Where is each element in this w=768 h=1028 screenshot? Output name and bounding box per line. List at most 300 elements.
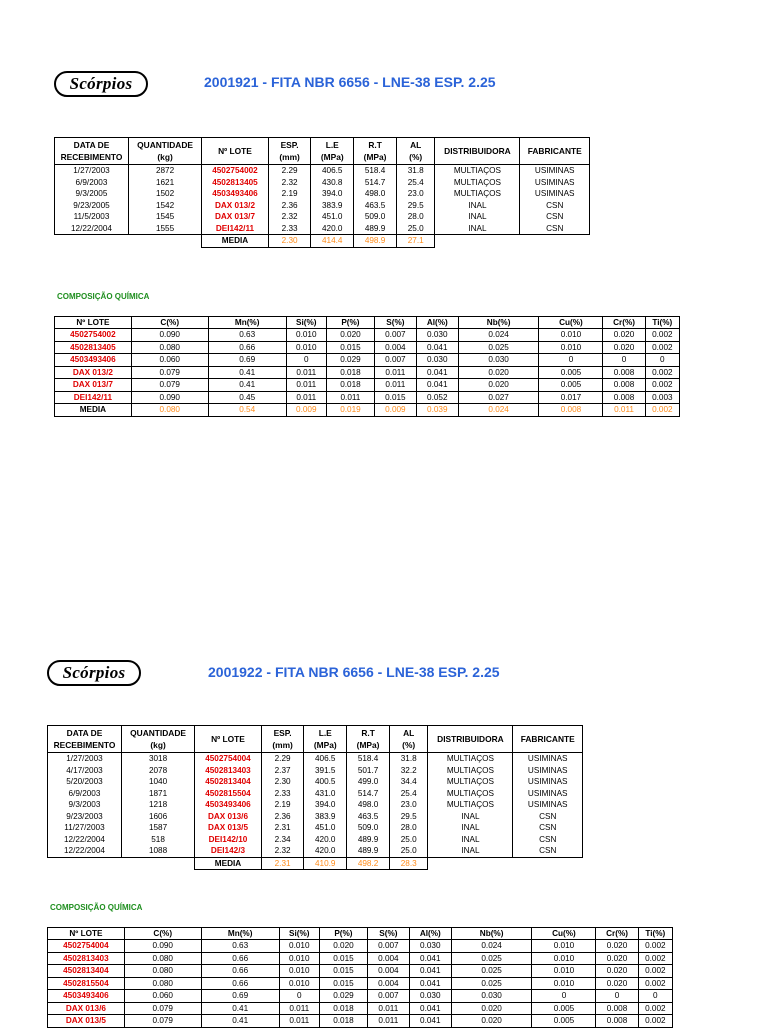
table-cell: 0.020 <box>319 940 367 953</box>
table-cell: 0.024 <box>451 940 532 953</box>
table-cell: 391.5 <box>304 765 347 777</box>
column-header: L.E (MPa) <box>311 138 354 165</box>
table-cell: CSN <box>513 834 583 846</box>
table-cell: 6/9/2003 <box>48 788 122 800</box>
table-cell: 23.0 <box>389 799 427 811</box>
average-value: 28.3 <box>389 857 427 870</box>
table-cell: 0.002 <box>645 341 679 354</box>
table-cell: INAL <box>435 223 520 235</box>
lot-number: 4502813403 <box>195 765 262 777</box>
table-cell: 0.005 <box>532 1015 596 1028</box>
table-cell: 5/20/2003 <box>48 776 122 788</box>
table-cell: 518.4 <box>347 753 390 765</box>
column-header: Si(%) <box>286 317 326 329</box>
chemical-composition-table <box>47 927 673 1028</box>
table-cell: 0.005 <box>539 379 603 392</box>
lot-number: 4502813404 <box>48 965 125 978</box>
average-value: 0.039 <box>416 404 458 417</box>
table-cell: 0.011 <box>286 391 326 404</box>
table-cell: 0.020 <box>458 366 539 379</box>
table-cell: 0.011 <box>374 379 416 392</box>
column-header: R.T (MPa) <box>347 726 390 753</box>
column-header: ESP. (mm) <box>268 138 311 165</box>
table-cell: 0.011 <box>326 391 374 404</box>
table-cell: 0.007 <box>367 940 409 953</box>
table-cell: 0.011 <box>374 366 416 379</box>
table-cell: 0.041 <box>409 977 451 990</box>
column-header: Si(%) <box>279 928 319 940</box>
column-header: Cu(%) <box>532 928 596 940</box>
section-title: 2001921 - FITA NBR 6656 - LNE-38 ESP. 2.25 <box>204 74 496 90</box>
column-header: FABRICANTE <box>513 726 583 753</box>
table-cell: 489.9 <box>347 834 390 846</box>
lot-number: 4503493406 <box>195 799 262 811</box>
table-cell: 1621 <box>128 177 201 189</box>
column-header: FABRICANTE <box>520 138 590 165</box>
table-cell: 25.4 <box>396 177 434 189</box>
scorpios-logo <box>47 660 141 686</box>
table-cell: 498.0 <box>347 799 390 811</box>
table-cell: 0.010 <box>532 952 596 965</box>
table-cell: 2.29 <box>268 165 311 177</box>
table-cell: INAL <box>428 834 513 846</box>
table-cell: 0.010 <box>279 977 319 990</box>
table-cell: 0.007 <box>374 329 416 342</box>
table-row <box>55 165 590 177</box>
lot-number: DAX 013/7 <box>202 211 269 223</box>
lot-number: 4502813405 <box>202 177 269 189</box>
table-cell: 0.63 <box>201 940 279 953</box>
table-cell: 0.011 <box>367 1002 409 1015</box>
table-cell: 0.029 <box>319 990 367 1003</box>
table-row <box>48 811 583 823</box>
table-cell: 0.020 <box>326 329 374 342</box>
table-cell: 2.36 <box>261 811 304 823</box>
table-cell: 498.0 <box>354 188 397 200</box>
table-cell: 514.7 <box>347 788 390 800</box>
table-cell: 3018 <box>121 753 194 765</box>
table-cell: 1/27/2003 <box>55 165 129 177</box>
table-cell: MULTIAÇOS <box>428 753 513 765</box>
table-cell: 28.0 <box>389 822 427 834</box>
table-cell: 1218 <box>121 799 194 811</box>
average-row <box>55 235 590 248</box>
table-cell: MULTIAÇOS <box>428 776 513 788</box>
table-cell: 451.0 <box>311 211 354 223</box>
table-cell: 0.004 <box>374 341 416 354</box>
empty-cell <box>520 235 590 248</box>
table-cell: 1088 <box>121 845 194 857</box>
column-header: DISTRIBUIDORA <box>428 726 513 753</box>
table-cell: 0.025 <box>451 952 532 965</box>
table-cell: 0.010 <box>286 341 326 354</box>
table-cell: 0.002 <box>645 379 679 392</box>
table-cell: 2872 <box>128 165 201 177</box>
table-cell: 0 <box>286 354 326 367</box>
table-cell: CSN <box>520 200 590 212</box>
average-value: 2.31 <box>261 857 304 870</box>
lot-number: 4502754002 <box>202 165 269 177</box>
table-cell: 9/3/2003 <box>48 799 122 811</box>
table-cell: MULTIAÇOS <box>428 788 513 800</box>
column-header: Ti(%) <box>638 928 672 940</box>
table-cell: 2.33 <box>268 223 311 235</box>
table-cell: USIMINAS <box>513 788 583 800</box>
table-cell: 451.0 <box>304 822 347 834</box>
column-header: Al(%) <box>416 317 458 329</box>
empty-cell <box>428 857 513 870</box>
lot-number: DAX 013/6 <box>195 811 262 823</box>
table-row <box>48 1015 673 1028</box>
column-header: Mn(%) <box>201 928 279 940</box>
lot-number: 4502815504 <box>48 977 125 990</box>
column-header: R.T (MPa) <box>354 138 397 165</box>
table-row <box>48 990 673 1003</box>
table-cell: 0.020 <box>603 341 645 354</box>
column-header: DATA DE RECEBIMENTO <box>55 138 129 165</box>
table-cell: 0.030 <box>409 990 451 1003</box>
table-cell: INAL <box>435 211 520 223</box>
table-row <box>55 211 590 223</box>
table-cell: 0.025 <box>458 341 539 354</box>
table-cell: 0.017 <box>539 391 603 404</box>
lot-number: DAX 013/5 <box>48 1015 125 1028</box>
table-cell: 420.0 <box>304 845 347 857</box>
table-cell: 0.008 <box>603 366 645 379</box>
table-cell: CSN <box>520 223 590 235</box>
table-cell: 23.0 <box>396 188 434 200</box>
table-cell: 394.0 <box>304 799 347 811</box>
table-row <box>48 1002 673 1015</box>
column-header: Nº LOTE <box>55 317 132 329</box>
table-cell: 0.020 <box>458 379 539 392</box>
table-cell: 0 <box>532 990 596 1003</box>
table-cell: 0.007 <box>374 354 416 367</box>
table-cell: 0.66 <box>208 341 286 354</box>
chemical-composition-table <box>54 316 680 417</box>
table-cell: 0.002 <box>638 1015 672 1028</box>
table-cell: 1542 <box>128 200 201 212</box>
table-cell: 0.025 <box>451 977 532 990</box>
table-cell: 420.0 <box>311 223 354 235</box>
lot-number: 4503493406 <box>202 188 269 200</box>
table-cell: 0.41 <box>208 379 286 392</box>
average-value: 0.011 <box>603 404 645 417</box>
column-header: P(%) <box>326 317 374 329</box>
table-cell: 0.010 <box>539 341 603 354</box>
lot-number: 4502813405 <box>55 341 132 354</box>
table-cell: CSN <box>513 845 583 857</box>
lot-number: 4502813403 <box>48 952 125 965</box>
table-cell: USIMINAS <box>513 753 583 765</box>
table-cell: 2.32 <box>268 211 311 223</box>
empty-cell <box>513 857 583 870</box>
table-cell: 0.041 <box>416 341 458 354</box>
table-row <box>48 776 583 788</box>
table-cell: 0.004 <box>367 977 409 990</box>
table-cell: 0 <box>638 990 672 1003</box>
table-cell: 1502 <box>128 188 201 200</box>
table-cell: 0.030 <box>409 940 451 953</box>
lot-number: DEI142/11 <box>202 223 269 235</box>
table-cell: 0.008 <box>603 391 645 404</box>
table-cell: 0.018 <box>326 366 374 379</box>
table-cell: MULTIAÇOS <box>428 765 513 777</box>
table-cell: 0.015 <box>319 965 367 978</box>
table-cell: 430.8 <box>311 177 354 189</box>
table-cell: 9/23/2005 <box>55 200 129 212</box>
table-cell: 509.0 <box>354 211 397 223</box>
table-cell: 0.080 <box>124 952 201 965</box>
table-cell: USIMINAS <box>520 188 590 200</box>
table-cell: 0.029 <box>326 354 374 367</box>
table-cell: 0.080 <box>131 341 208 354</box>
empty-cell <box>435 235 520 248</box>
table-cell: 0.010 <box>539 329 603 342</box>
column-header: AL (%) <box>396 138 434 165</box>
table-cell: 0.015 <box>319 977 367 990</box>
table-row <box>48 977 673 990</box>
brand-text: Scórpios <box>69 74 133 93</box>
average-label: MEDIA <box>202 235 269 248</box>
lot-number: DAX 013/2 <box>202 200 269 212</box>
table-cell: 0.025 <box>451 965 532 978</box>
table-cell: 0.024 <box>458 329 539 342</box>
table-cell: USIMINAS <box>513 765 583 777</box>
table-cell: MULTIAÇOS <box>435 188 520 200</box>
receipts-table <box>47 725 583 870</box>
table-cell: 0.41 <box>201 1015 279 1028</box>
table-cell: 0.090 <box>124 940 201 953</box>
table-row <box>55 354 680 367</box>
table-cell: 2078 <box>121 765 194 777</box>
table-row <box>48 952 673 965</box>
table-row <box>55 329 680 342</box>
average-value: 0.019 <box>326 404 374 417</box>
table-cell: 0 <box>279 990 319 1003</box>
column-header: C(%) <box>124 928 201 940</box>
table-row <box>48 940 673 953</box>
table-cell: 12/22/2004 <box>55 223 129 235</box>
table-cell: 25.0 <box>389 834 427 846</box>
table-cell: 0.060 <box>131 354 208 367</box>
table-cell: 0.011 <box>367 1015 409 1028</box>
average-label: MEDIA <box>55 404 132 417</box>
table-cell: 29.5 <box>396 200 434 212</box>
table-cell: 0.010 <box>532 977 596 990</box>
table-cell: USIMINAS <box>513 776 583 788</box>
table-row <box>55 379 680 392</box>
table-cell: 2.33 <box>261 788 304 800</box>
column-header: Nb(%) <box>458 317 539 329</box>
lot-number: 4502754004 <box>195 753 262 765</box>
table-cell: 2.30 <box>261 776 304 788</box>
table-cell: 25.4 <box>389 788 427 800</box>
column-header: AL (%) <box>389 726 427 753</box>
table-cell: 0.079 <box>131 366 208 379</box>
table-cell: 400.5 <box>304 776 347 788</box>
table-row <box>55 391 680 404</box>
scorpios-logo <box>54 71 148 97</box>
column-header: S(%) <box>367 928 409 940</box>
table-cell: 2.19 <box>268 188 311 200</box>
table-cell: 0.030 <box>458 354 539 367</box>
average-value: 0.009 <box>374 404 416 417</box>
table-cell: 0.020 <box>596 940 638 953</box>
average-value: 27.1 <box>396 235 434 248</box>
average-value: 0.080 <box>131 404 208 417</box>
table-cell: 2.31 <box>261 822 304 834</box>
receipts-table <box>54 137 590 248</box>
table-cell: 0.007 <box>367 990 409 1003</box>
table-cell: INAL <box>428 811 513 823</box>
table-cell: 0.041 <box>416 366 458 379</box>
average-value: 0.024 <box>458 404 539 417</box>
table-cell: 0.003 <box>645 391 679 404</box>
empty-cell <box>48 857 122 870</box>
table-cell: INAL <box>428 845 513 857</box>
table-cell: 0.041 <box>409 952 451 965</box>
table-cell: 0.011 <box>279 1015 319 1028</box>
table-cell: 509.0 <box>347 822 390 834</box>
column-header: Mn(%) <box>208 317 286 329</box>
table-cell: 431.0 <box>304 788 347 800</box>
table-cell: 6/9/2003 <box>55 177 129 189</box>
column-header: Cu(%) <box>539 317 603 329</box>
table-row <box>55 200 590 212</box>
table-cell: 0 <box>539 354 603 367</box>
table-cell: CSN <box>513 811 583 823</box>
table-cell: 0.080 <box>124 965 201 978</box>
column-header: L.E (MPa) <box>304 726 347 753</box>
table-cell: 0.011 <box>286 379 326 392</box>
table-cell: 1040 <box>121 776 194 788</box>
brand-text: Scórpios <box>62 663 126 682</box>
table-cell: 0.66 <box>201 977 279 990</box>
average-value: 414.4 <box>311 235 354 248</box>
table-cell: INAL <box>428 822 513 834</box>
empty-cell <box>121 857 194 870</box>
table-cell: 0.41 <box>208 366 286 379</box>
lot-number: 4502815504 <box>195 788 262 800</box>
table-cell: 518.4 <box>354 165 397 177</box>
lot-number: 4502813404 <box>195 776 262 788</box>
table-cell: USIMINAS <box>520 165 590 177</box>
table-cell: 0.004 <box>367 965 409 978</box>
table-cell: 0.005 <box>532 1002 596 1015</box>
table-cell: 2.37 <box>261 765 304 777</box>
table-cell: 0.008 <box>596 1015 638 1028</box>
table-cell: 2.29 <box>261 753 304 765</box>
lot-number: DAX 013/7 <box>55 379 132 392</box>
lot-number: 4502754004 <box>48 940 125 953</box>
table-cell: 31.8 <box>396 165 434 177</box>
table-cell: 0.020 <box>596 952 638 965</box>
empty-cell <box>55 235 129 248</box>
table-cell: 0.45 <box>208 391 286 404</box>
column-header: Nº LOTE <box>48 928 125 940</box>
table-cell: 0.079 <box>124 1002 201 1015</box>
column-header: Cr(%) <box>603 317 645 329</box>
table-cell: 1587 <box>121 822 194 834</box>
table-cell: 0.060 <box>124 990 201 1003</box>
average-value: 0.002 <box>645 404 679 417</box>
table-cell: 1555 <box>128 223 201 235</box>
table-cell: 0.010 <box>279 952 319 965</box>
table-row <box>48 834 583 846</box>
table-row <box>48 965 673 978</box>
table-cell: 383.9 <box>304 811 347 823</box>
table-cell: 518 <box>121 834 194 846</box>
column-header: Ti(%) <box>645 317 679 329</box>
table-cell: 0.041 <box>409 1002 451 1015</box>
table-cell: 0.020 <box>603 329 645 342</box>
table-cell: 0.090 <box>131 329 208 342</box>
chemical-composition-title: COMPOSIÇÃO QUÍMICA <box>57 292 150 301</box>
table-cell: 0 <box>596 990 638 1003</box>
table-row <box>48 788 583 800</box>
section-title: 2001922 - FITA NBR 6656 - LNE-38 ESP. 2.25 <box>208 664 500 680</box>
table-cell: 0.041 <box>409 1015 451 1028</box>
table-cell: 0.002 <box>645 366 679 379</box>
table-cell: 0.018 <box>326 379 374 392</box>
table-cell: CSN <box>520 211 590 223</box>
table-cell: 12/22/2004 <box>48 834 122 846</box>
table-cell: 463.5 <box>354 200 397 212</box>
column-header: Nº LOTE <box>202 138 269 165</box>
table-cell: MULTIAÇOS <box>435 177 520 189</box>
table-cell: 0.015 <box>374 391 416 404</box>
table-cell: 2.19 <box>261 799 304 811</box>
column-header: P(%) <box>319 928 367 940</box>
average-row <box>48 857 583 870</box>
table-cell: 0.079 <box>124 1015 201 1028</box>
column-header: C(%) <box>131 317 208 329</box>
average-value: 498.2 <box>347 857 390 870</box>
table-row <box>48 822 583 834</box>
table-cell: 34.4 <box>389 776 427 788</box>
table-cell: 0.041 <box>416 379 458 392</box>
table-cell: 0.002 <box>638 940 672 953</box>
table-cell: 406.5 <box>311 165 354 177</box>
table-cell: 1545 <box>128 211 201 223</box>
lot-number: 4503493406 <box>48 990 125 1003</box>
table-cell: MULTIAÇOS <box>428 799 513 811</box>
table-cell: 0.002 <box>638 1002 672 1015</box>
table-cell: 0.008 <box>596 1002 638 1015</box>
table-row <box>48 799 583 811</box>
table-cell: 0.011 <box>279 1002 319 1015</box>
table-cell: 0.018 <box>319 1015 367 1028</box>
table-cell: USIMINAS <box>513 799 583 811</box>
table-cell: 0.010 <box>286 329 326 342</box>
column-header: Cr(%) <box>596 928 638 940</box>
table-cell: 0.002 <box>638 977 672 990</box>
table-row <box>55 366 680 379</box>
table-cell: 0.079 <box>131 379 208 392</box>
table-cell: USIMINAS <box>520 177 590 189</box>
table-cell: 0.002 <box>638 952 672 965</box>
table-cell: 32.2 <box>389 765 427 777</box>
average-label: MEDIA <box>195 857 262 870</box>
table-cell: 463.5 <box>347 811 390 823</box>
column-header: Nb(%) <box>451 928 532 940</box>
table-cell: 0 <box>603 354 645 367</box>
table-cell: 31.8 <box>389 753 427 765</box>
table-cell: 501.7 <box>347 765 390 777</box>
table-cell: 0.020 <box>451 1015 532 1028</box>
table-cell: 2.32 <box>268 177 311 189</box>
